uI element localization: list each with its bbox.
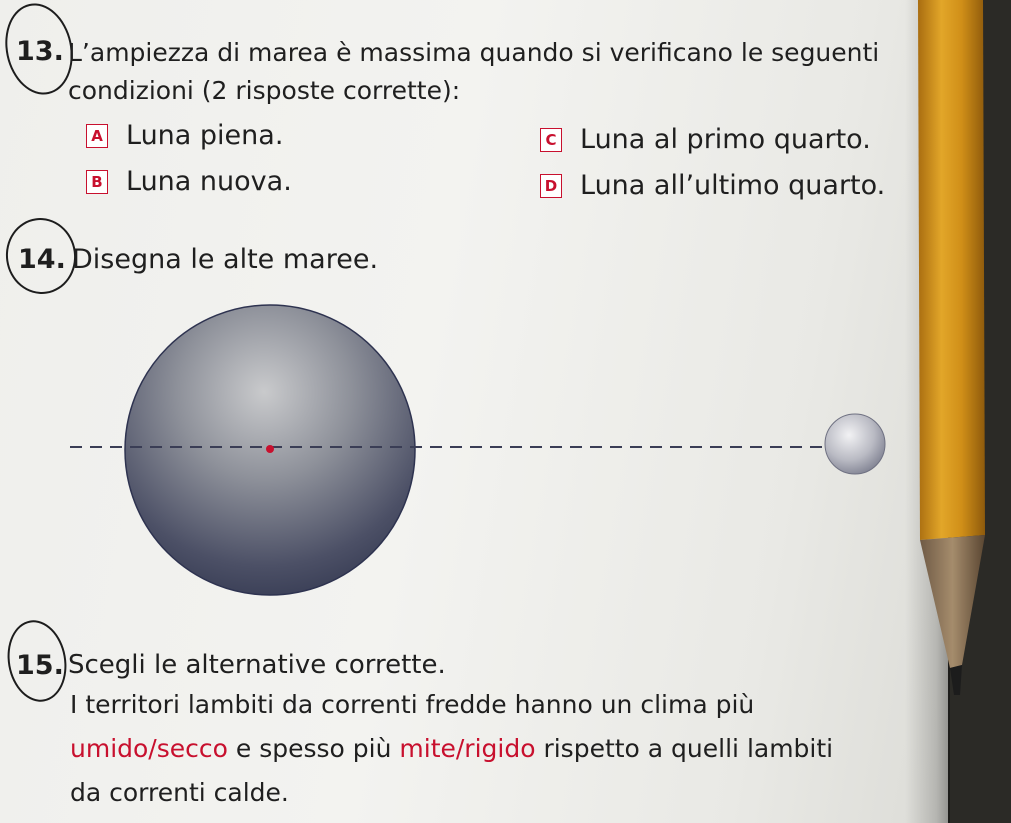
option-b-text: Luna nuova. [126,166,292,197]
option-a-letter: A [86,124,108,148]
question-13-text-line1: L’ampiezza di marea è massima quando si verificano le seguenti [68,38,880,67]
question-14-number: 14. [18,244,66,275]
choice-umido-secco[interactable]: umido/secco [70,734,228,763]
question-15-line3: da correnti calde. [70,778,289,807]
question-15-line1: I territori lambiti da correnti fredde hanno un clima più [70,690,755,719]
pencil-lead [950,665,962,695]
choice-mite-rigido[interactable]: mite/rigido [399,734,536,763]
question-13-number: 13. [16,36,64,67]
option-d-text: Luna all’ultimo quarto. [580,170,886,201]
question-15-text: Scegli le alternative corrette. [68,650,446,680]
pencil-tip-wood [920,535,985,668]
pencil-body[interactable] [918,0,985,540]
option-a-text: Luna piena. [126,120,284,151]
question-15-line2-mid: e spesso più [227,734,400,763]
option-c-text: Luna al primo quarto. [580,124,871,155]
question-14-text: Disegna le alte maree. [72,244,379,275]
question-15-line2-end: rispetto a quelli lambiti [535,734,834,763]
question-15-number: 15. [16,650,64,681]
option-c-letter: C [540,128,562,152]
option-d-letter: D [540,174,562,198]
question-13-text-line2: condizioni (2 risposte corrette): [68,76,461,105]
option-b-letter: B [86,170,108,194]
